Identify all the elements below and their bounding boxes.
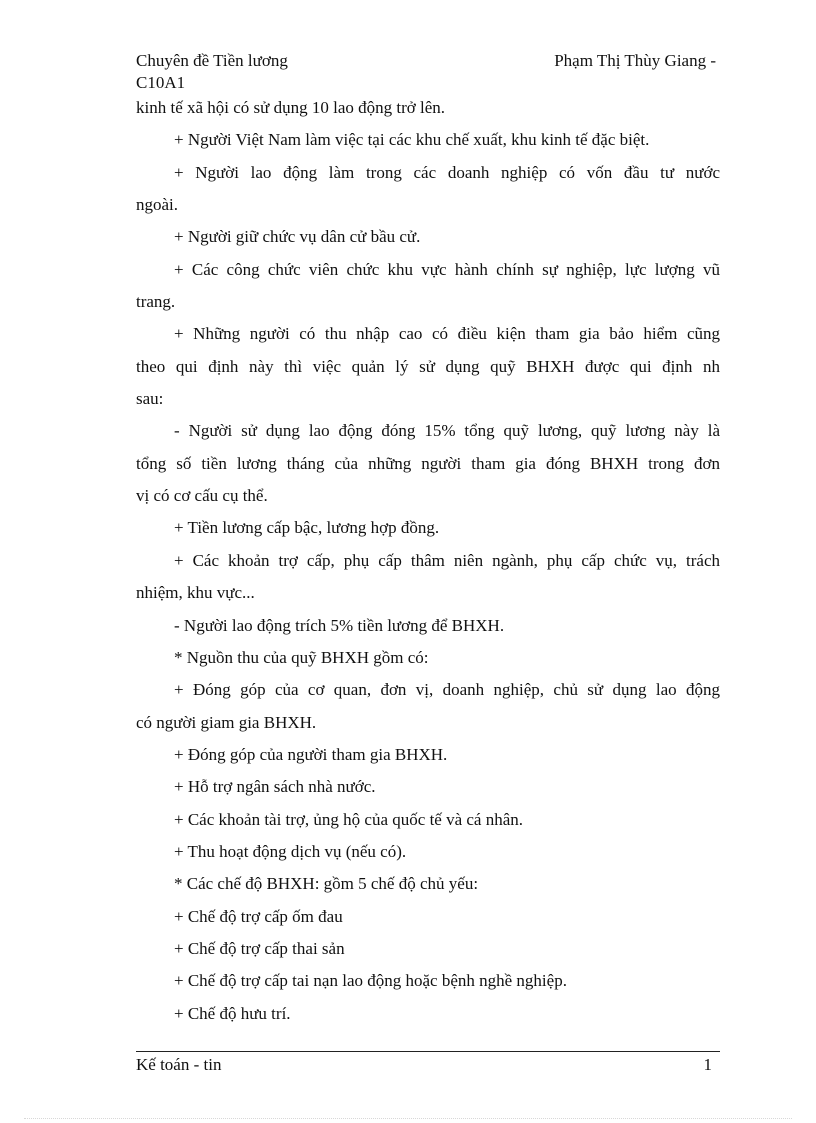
text-line: + Chế độ trợ cấp ốm đau xyxy=(174,906,343,926)
footer-department: Kế toán - tin xyxy=(136,1055,222,1074)
document-title: Chuyên đề Tiền lương xyxy=(136,51,288,70)
class-code: C10A1 xyxy=(136,73,186,92)
text-line: + Hỗ trợ ngân sách nhà nước. xyxy=(174,777,376,797)
text-line: ngoài. xyxy=(136,195,179,215)
text-line: + Người lao động làm trong các doanh nghiệp có vốn đầu tư nước xyxy=(174,162,720,182)
text-line: + Các khoản trợ cấp, phụ cấp thâm niên ngành, phụ cấp chức vụ, trách xyxy=(174,550,720,570)
page-number: 1 xyxy=(703,1055,712,1074)
text-line: * Nguồn thu của quỹ BHXH gồm có: xyxy=(174,647,429,667)
text-line: theo qui định này thì việc quản lý sử dụng quỹ BHXH được qui định nh xyxy=(136,356,720,376)
text-line: vị có cơ cấu cụ thể. xyxy=(136,486,268,506)
text-line: + Chế độ hưu trí. xyxy=(174,1003,291,1023)
document-body xyxy=(136,92,720,1030)
text-line: + Tiền lương cấp bậc, lương hợp đồng. xyxy=(174,518,440,538)
footer-divider xyxy=(136,1051,720,1052)
text-line: + Đóng góp của cơ quan, đơn vị, doanh nghiệp, chủ sử dụng lao động xyxy=(174,680,720,700)
text-line: trang. xyxy=(136,292,176,312)
text-line: + Thu hoạt động dịch vụ (nếu có). xyxy=(174,841,407,861)
text-line: + Những người có thu nhập cao có điều kiện tham gia bảo hiểm cũng xyxy=(174,324,720,344)
page-footer xyxy=(136,1054,712,1076)
page-header xyxy=(136,50,716,94)
text-line: + Người Việt Nam làm việc tại các khu chế xuất, khu kinh tế đặc biệt. xyxy=(174,130,650,150)
text-line: sau: xyxy=(136,389,164,409)
text-line: + Người giữ chức vụ dân cử bầu cử. xyxy=(174,227,421,247)
text-line: - Người sử dụng lao động đóng 15% tổng quỹ lương, quỹ lương này là xyxy=(174,421,720,441)
text-line: kinh tế xã hội có sử dụng 10 lao động trở lên. xyxy=(136,98,446,117)
text-line: + Đóng góp của người tham gia BHXH. xyxy=(174,744,448,764)
text-line: nhiệm, khu vực... xyxy=(136,583,255,603)
text-line: + Các khoản tài trợ, ủng hộ của quốc tế và cá nhân. xyxy=(174,809,524,829)
text-line: * Các chế độ BHXH: gồm 5 chế độ chủ yếu: xyxy=(174,874,479,894)
text-line: tổng số tiền lương tháng của những người tham gia đóng BHXH trong đơn xyxy=(136,453,720,473)
author-name: Phạm Thị Thùy Giang - xyxy=(554,51,716,70)
text-line: có người giam gia BHXH. xyxy=(136,712,317,732)
page-edge-divider xyxy=(24,1118,792,1119)
text-line: + Chế độ trợ cấp thai sản xyxy=(174,938,345,958)
text-line: + Các công chức viên chức khu vực hành chính sự nghiệp, lực lượng vũ xyxy=(174,259,720,279)
text-line: - Người lao động trích 5% tiền lương để BHXH. xyxy=(174,615,505,635)
text-line: + Chế độ trợ cấp tai nạn lao động hoặc bệnh nghề nghiệp. xyxy=(174,971,567,991)
